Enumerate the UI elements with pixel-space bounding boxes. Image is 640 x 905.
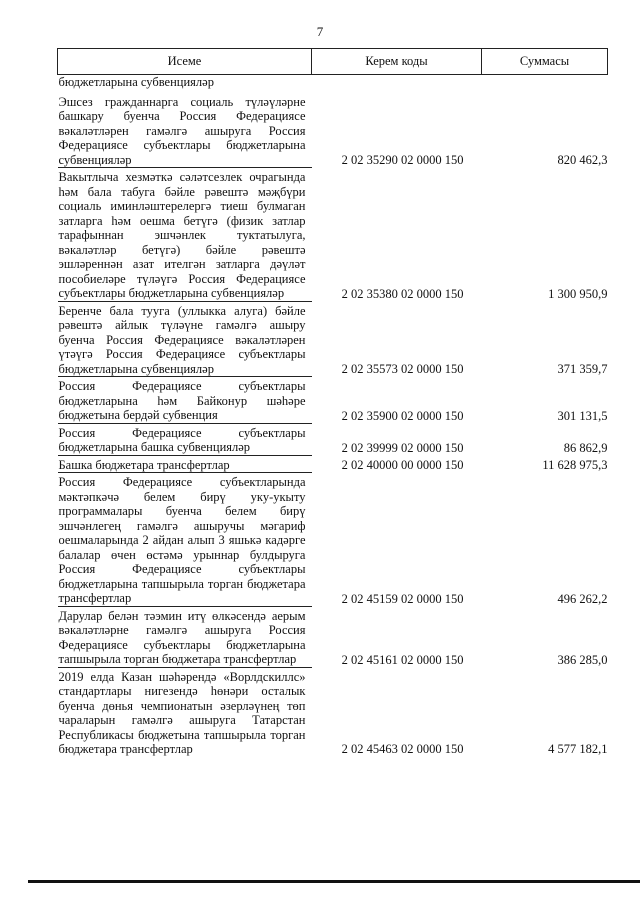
table-row <box>58 377 608 424</box>
row-sum: 11 628 975,3 <box>542 458 608 472</box>
row-code: 2 02 35290 02 0000 150 <box>341 153 464 167</box>
table-row <box>58 606 608 667</box>
row-sum: 4 577 182,1 <box>548 742 608 756</box>
table-row <box>58 301 608 377</box>
row-sum: 86 862,9 <box>563 440 608 455</box>
bottom-rule <box>28 880 640 883</box>
page-number: 7 <box>316 24 324 39</box>
row-code: 2 02 39999 02 0000 150 <box>341 440 464 455</box>
header-code: Керем коды <box>312 49 482 75</box>
continuation-text: бюджетларына субвенцияләр <box>58 75 214 89</box>
table-header <box>58 49 608 75</box>
row-sum: 496 262,2 <box>557 591 608 606</box>
table-row <box>58 667 608 757</box>
row-sum: 820 462,3 <box>557 153 608 167</box>
table-row <box>58 473 608 607</box>
row-description: Эшсез гражданнарга социаль түләүләрне башкару буенча Россия Федерациясе вәкаләтләрен гамәлгә ашыруга Россия Федерациясе субъектлары бюджетларына субвенцияләр <box>58 94 306 167</box>
row-description: Башка бюджетара трансфертлар <box>58 455 312 473</box>
header-sum: Суммасы <box>482 49 608 75</box>
row-description: Дарулар белән тәэмин итү өлкәсендә аерым вәкаләтләрне гамәлгә ашыруга Россия Федерациясе субъектлары бюджетларына тапшырыла торган бюджетара трансфертлар <box>58 606 312 667</box>
row-code: 2 02 45463 02 0000 150 <box>341 742 464 756</box>
row-description: Россия Федерациясе субъектларында мәктәпкәчә белем бирү уку-укыту программалары буенча белем бирү эшчәнлегең гамәлгә ашыручы мәгариф оешмаларында 2 айдан алып 3 яшькә кадәрге балалар өчен өстәмә урыннар булдыруга Россия Федерациясе субъектлары бюджетларына тапшырыла торган бюджетара трансфертлар <box>58 473 312 607</box>
row-description: 2019 елда Казан шәһәрендә «Ворлдскиллс» стандартлары нигезендә һөнәри осталык буенча дөнья чемпионатын әзерләүнең төп чараларын гамәлгә ашыруга Татарстан Республикасы бюджетына тапшырыла торган бюджетара трансфертлар <box>58 667 312 757</box>
row-description: Вакытлыча хезмәткә сәләтсезлек очрагында һәм бала табуга бәйле рәвештә мәҗбүри социаль иминләштерелергә тиеш булмаган затларга һәм оешма бетүгә (физик затлар тарафыннан эшчәнлек туктатылуга, вәкаләтләр бетүгә) бәйле рәвештә эшләреннән азат ителгән затларга дәүләт пособиеләре түләүгә Россия Федерациясе субъектлары бюджетларына субвенцияләр <box>58 168 312 302</box>
row-code: 2 02 45159 02 0000 150 <box>341 591 464 606</box>
continuation-row <box>58 75 608 90</box>
row-sum: 371 359,7 <box>557 362 608 376</box>
row-code: 2 02 40000 00 0000 150 <box>341 458 464 472</box>
row-code: 2 02 45161 02 0000 150 <box>341 652 464 667</box>
table-row <box>58 455 608 473</box>
row-description: Россия Федерациясе субъектлары бюджетларына һәм Байконур шәһәре бюджетына бердәй субвенция <box>58 377 312 424</box>
table-body <box>58 75 608 757</box>
row-sum: 301 131,5 <box>557 408 608 423</box>
row-description: Россия Федерациясе субъектлары бюджетларына башка субвенцияләр <box>58 423 312 455</box>
row-sum: 386 285,0 <box>557 652 608 667</box>
header-name: Исеме <box>58 49 312 75</box>
budget-table <box>57 48 608 757</box>
row-code: 2 02 35380 02 0000 150 <box>341 286 464 301</box>
table-row <box>58 423 608 455</box>
row-code: 2 02 35573 02 0000 150 <box>341 362 464 376</box>
table-row <box>58 168 608 302</box>
row-sum: 1 300 950,9 <box>548 286 608 301</box>
row-description: Беренче бала тууга (уллыкка алуга) бәйле рәвештә айлык түләүне гамәлгә ашыру буенча Россия Федерациясе вәкаләтләрен үтәүгә Россия Федерациясе субъектлары бюджетларына субвенцияләр <box>58 301 312 377</box>
table-row <box>58 95 608 168</box>
row-code: 2 02 35900 02 0000 150 <box>341 408 464 423</box>
